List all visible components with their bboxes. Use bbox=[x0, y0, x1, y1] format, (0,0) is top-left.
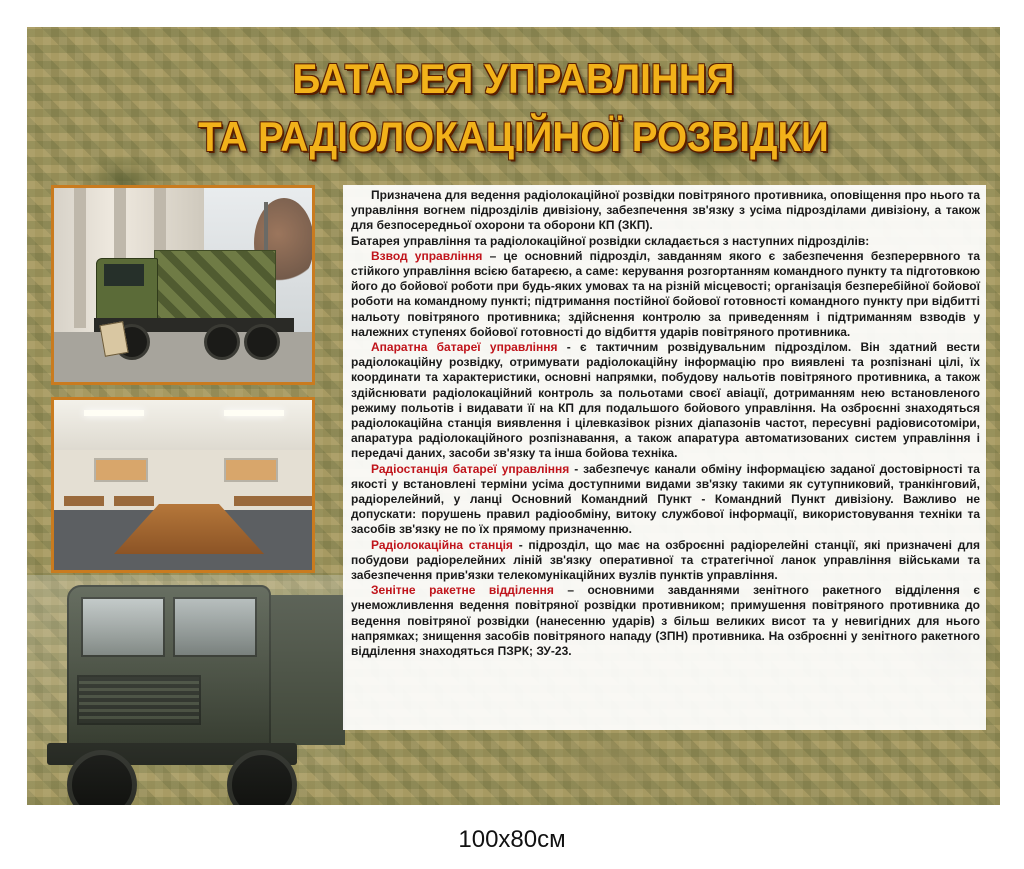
poster-board bbox=[27, 27, 1000, 805]
section-heading: Радіолокаційна станція bbox=[371, 537, 513, 552]
section-control-hardware bbox=[351, 340, 980, 462]
section-radio-station bbox=[351, 462, 980, 538]
section-text: – це основний підрозділ, завданням якого є забезпечення безперервного та стійкого управління всією батареєю, а саме: керування розгортанням командного пункту та підготовкою його до бойової роботи при будь-яких умовах та на різній місцевості; організація безперебійної бойової роботи на командному пункті; підтримання постійної бойової готовності командного пункту при відбитті нальоту повітряного противника; здійснення контролю за приведенням і підтриманням взводів у належних ступенях бойової готовності до відбиття ударів повітряного противника. bbox=[351, 248, 981, 339]
section-heading: Радіостанція батареї управління bbox=[371, 461, 570, 476]
photo-command-post-interior bbox=[51, 397, 315, 573]
poster-title-line2: ТА РАДІОЛОКАЦІЙНОЇ РОЗВІДКИ bbox=[198, 113, 829, 160]
section-heading: Взвод управління bbox=[371, 248, 483, 263]
section-heading: Апаратна батареї управління bbox=[371, 340, 558, 355]
intro-paragraph: Призначена для ведення радіолокаційної розвідки повітряного противника, оповіщення про нього та управління вогнем підрозділів дивізіону, забезпечення зв'язку з усіма підрозділами дивізіону, а також для безпосередньої охорони та оборони КП (ЗКП). bbox=[351, 188, 980, 233]
photo-command-truck bbox=[51, 185, 315, 385]
section-command-platoon bbox=[351, 249, 980, 340]
photo-military-truck bbox=[27, 575, 345, 805]
section-heading: Зенітне ракетне відділення bbox=[371, 583, 554, 598]
section-text: - є тактичним розвідувальним підрозділом. Він здатний вести радіолокаційну розвідку, отримувати радіолокаційну інформацію про виявлені та розпізнані цілі, їх координати та характеристики, основні напрямки, побудову нальотів повітряного противника, а також здійснювати радіолокаційний контроль за польотами своєї авіації, дотриманням нею встановленого режиму польотів і видавати її на КП для подальшого бойового управління. На озброєнні знаходяться радіолокаційна станція виявлення і цілевказівок різних діапазонів частот, пересувні радіовисотоміри, апаратура радіолокаційного розпізнавання, а також апаратура автоматизованих систем управління і передачі даних, засоби зв'язку та інша бойова техніка. bbox=[351, 340, 980, 461]
intro-composition: Батарея управління та радіолокаційної розвідки складається з наступних підрозділів: bbox=[351, 233, 870, 248]
section-text: - підрозділ, що має на озброєнні радіорелейні станції, які призначені для побудови радіорелейних ліній зв'язку оперативної та стратегічної ланок управління військами та забезпечення прив'язки телекомунікаційних вузлів пунктів управління. bbox=[351, 537, 980, 583]
section-anti-aircraft-squad bbox=[351, 583, 980, 659]
description-panel bbox=[343, 185, 986, 730]
poster-size-label: 100x80см bbox=[458, 826, 566, 853]
section-text: – основними завданнями зенітного ракетного відділення є унеможливлення ведення повітряної розвідки противником; примушення повітряного противника до ведення повітряної розвідки (нанесенню ударів) з більш великих висот та у невигідних для нього напрямках; знищення засобів повітряного нападу (ЗПН) противника. На озброєнні у зенітного ракетного відділення знаходяться ПЗРК; ЗУ-23. bbox=[351, 583, 980, 659]
poster-title-line1: БАТАРЕЯ УПРАВЛІННЯ bbox=[292, 55, 735, 102]
section-text: - забезпечує канали обміну інформацією заданої достовірності та якості у встановлені терміни усіма доступними видами зв'язку такими як сутупниковий, транкінговий, радіорелейний, у ланці Основний Командний Пункт - Командний Пункт дивізіону. Важливо не допускати: порушень правил радіообміну, витоку службової інформації, використовування техніки та засобів зв'язку не по їх прямому призначенню. bbox=[351, 461, 980, 537]
section-radar-station bbox=[351, 538, 980, 584]
